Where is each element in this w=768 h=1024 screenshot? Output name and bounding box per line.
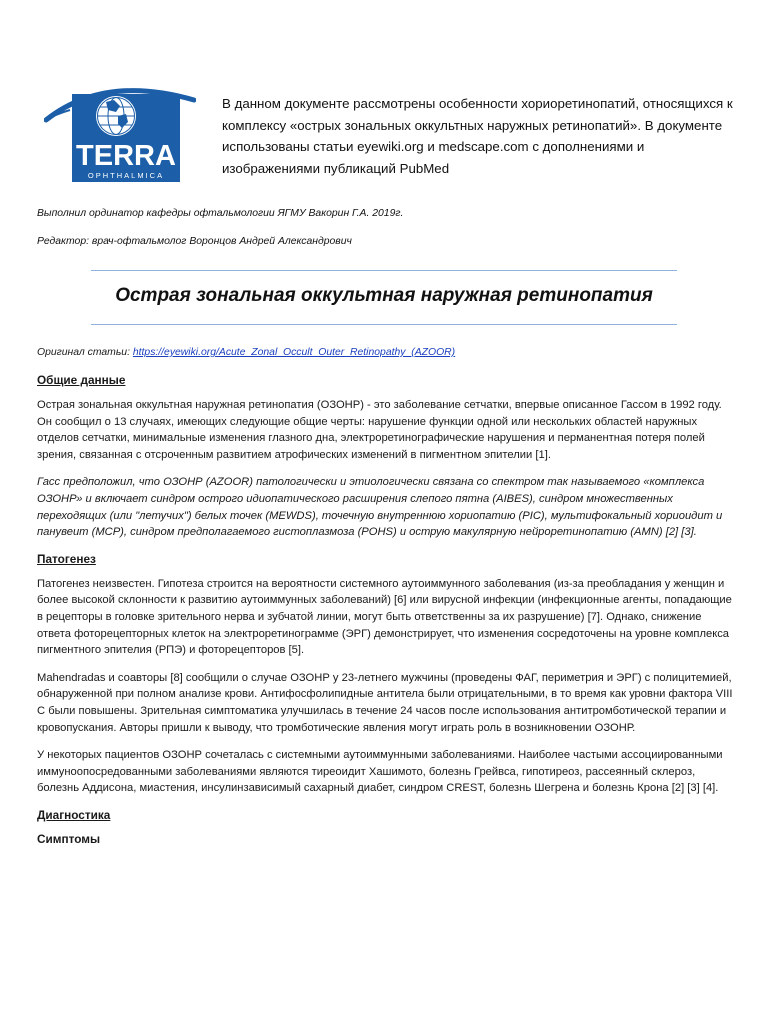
heading-diagnostics: Диагностика — [37, 807, 111, 822]
pathogenesis-paragraph-3: У некоторых пациентов ОЗОНР сочеталась с системными аутоиммунными заболеваниями. Наиболее частыми ассоциированными иммуноопосредованными заболеваниями являются тиреоидит Хашимото, болезнь Грейвса, гипотиреоз, рассеянный склероз, болезнь Аддисона, миастения, инсулинзависимый сахарный диабет, синдром CREST, болезнь Шегрена и болезнь Крона [2] [3] [4]. — [37, 749, 723, 795]
logo-subtext: OPHTHALMICA — [87, 171, 165, 180]
logo-wordmark: TERRA — [76, 140, 176, 172]
original-link[interactable]: https://eyewiki.org/Acute_Zonal_Occult_Outer_Retinopathy_(AZOOR) — [132, 347, 456, 358]
heading-pathogenesis: Патогенез — [37, 551, 96, 566]
pathogenesis-paragraph-1: Патогенез неизвестен. Гипотеза строится на вероятности системного аутоиммунного заболевания (из-за преобладания у женщин и более высокой склонности к развитию аутоиммунных заболеваний) [6] или вирусной инфекции (инфекционные агенты, попадающие в рецепторы в головке зрительного нерва и зубчатой линии, могут быть ответственны за их разрушение) [7]. Однако, снижение ответа фоторецепторных клеток на электроретинограмме (ЭРГ) демонстрирует, что изменения сосредоточены на уровне комплекса пигментного эпителия (РПЭ) и фоторецепторов [5]. — [37, 577, 732, 657]
heading-general: Общие данные — [37, 373, 126, 387]
editor-line: Редактор: врач-офтальмолог Воронцов Андрей Александрович — [37, 236, 352, 247]
author-line: Выполнил ординатор кафедры офтальмологии ЯГМУ Вакорин Г.А. 2019г. — [37, 208, 404, 219]
document-title: Острая зональная оккультная наружная ретинопатия — [115, 285, 653, 306]
subheading-symptoms: Симптомы — [37, 831, 101, 846]
document-body — [37, 373, 737, 856]
title-rule-bottom — [91, 324, 677, 325]
pathogenesis-paragraph-2: Mahendradas и соавторы [8] сообщили о случае ОЗОНР у 23-летнего мужчины (проведены ФАГ, периметрия и ЭРГ) с полицитемией, обнаруженной при полном анализе крови. Антифосфолипидные антитела были отрицательными, в то время как уровни фактора VIII C были повышены. Зрительная симптоматика улучшилась в течение 24 часов после использования антитромботической терапии и кровопускания. Авторы пришли к выводу, что тромботические явления могут играть роль в возникновении ОЗОНР. — [37, 671, 733, 734]
original-article — [37, 347, 455, 358]
eye-globe-icon — [44, 80, 196, 195]
general-paragraph-2: Гасс предположил, что ОЗОНР (AZOOR) патологически и этиологически связана со спектром так называемого «комплекса ОЗОНР» и включает синдром острого идиопатического расширения слепого пятна (AIBES), синдром множественных переходящих (или "летучих") белых точек (MEWDS), точечную внутреннюю хориопатию (PIC), мультифокальный хориоидит и панувеит (MCP), синдром предполагаемого гистоплазмоза (POHS) и острую макулярную нейроретинопатию (AMN) [2] [3]. — [37, 476, 723, 539]
general-paragraph-1: Острая зональная оккультная наружная ретинопатия (ОЗОНР) - это заболевание сетчатки, впервые описанное Гассом в 1992 году. Он сообщил о 13 случаях, имеющих следующие общие черты: нарушение функции одной или нескольких областей наружных отделов сетчатки, минимальные изменения глазного дна, электроретинографические нарушения и перманентная потеря полей зрения, связанная с отсроченным развитием атрофических изменений в пигментном эпителии [1]. — [37, 399, 722, 461]
title-rule-top — [91, 270, 677, 271]
original-label: Оригинал статьи: — [37, 347, 133, 358]
terra-logo — [44, 80, 196, 195]
intro-text: В данном документе рассмотрены особенности хориоретинопатий, относящихся к комплексу «острых зональных оккультных наружных ретинопатий». В документе использованы статьи eyewiki.org и medscape.com с дополнениями и изображениями публикаций PubMed — [222, 96, 733, 176]
